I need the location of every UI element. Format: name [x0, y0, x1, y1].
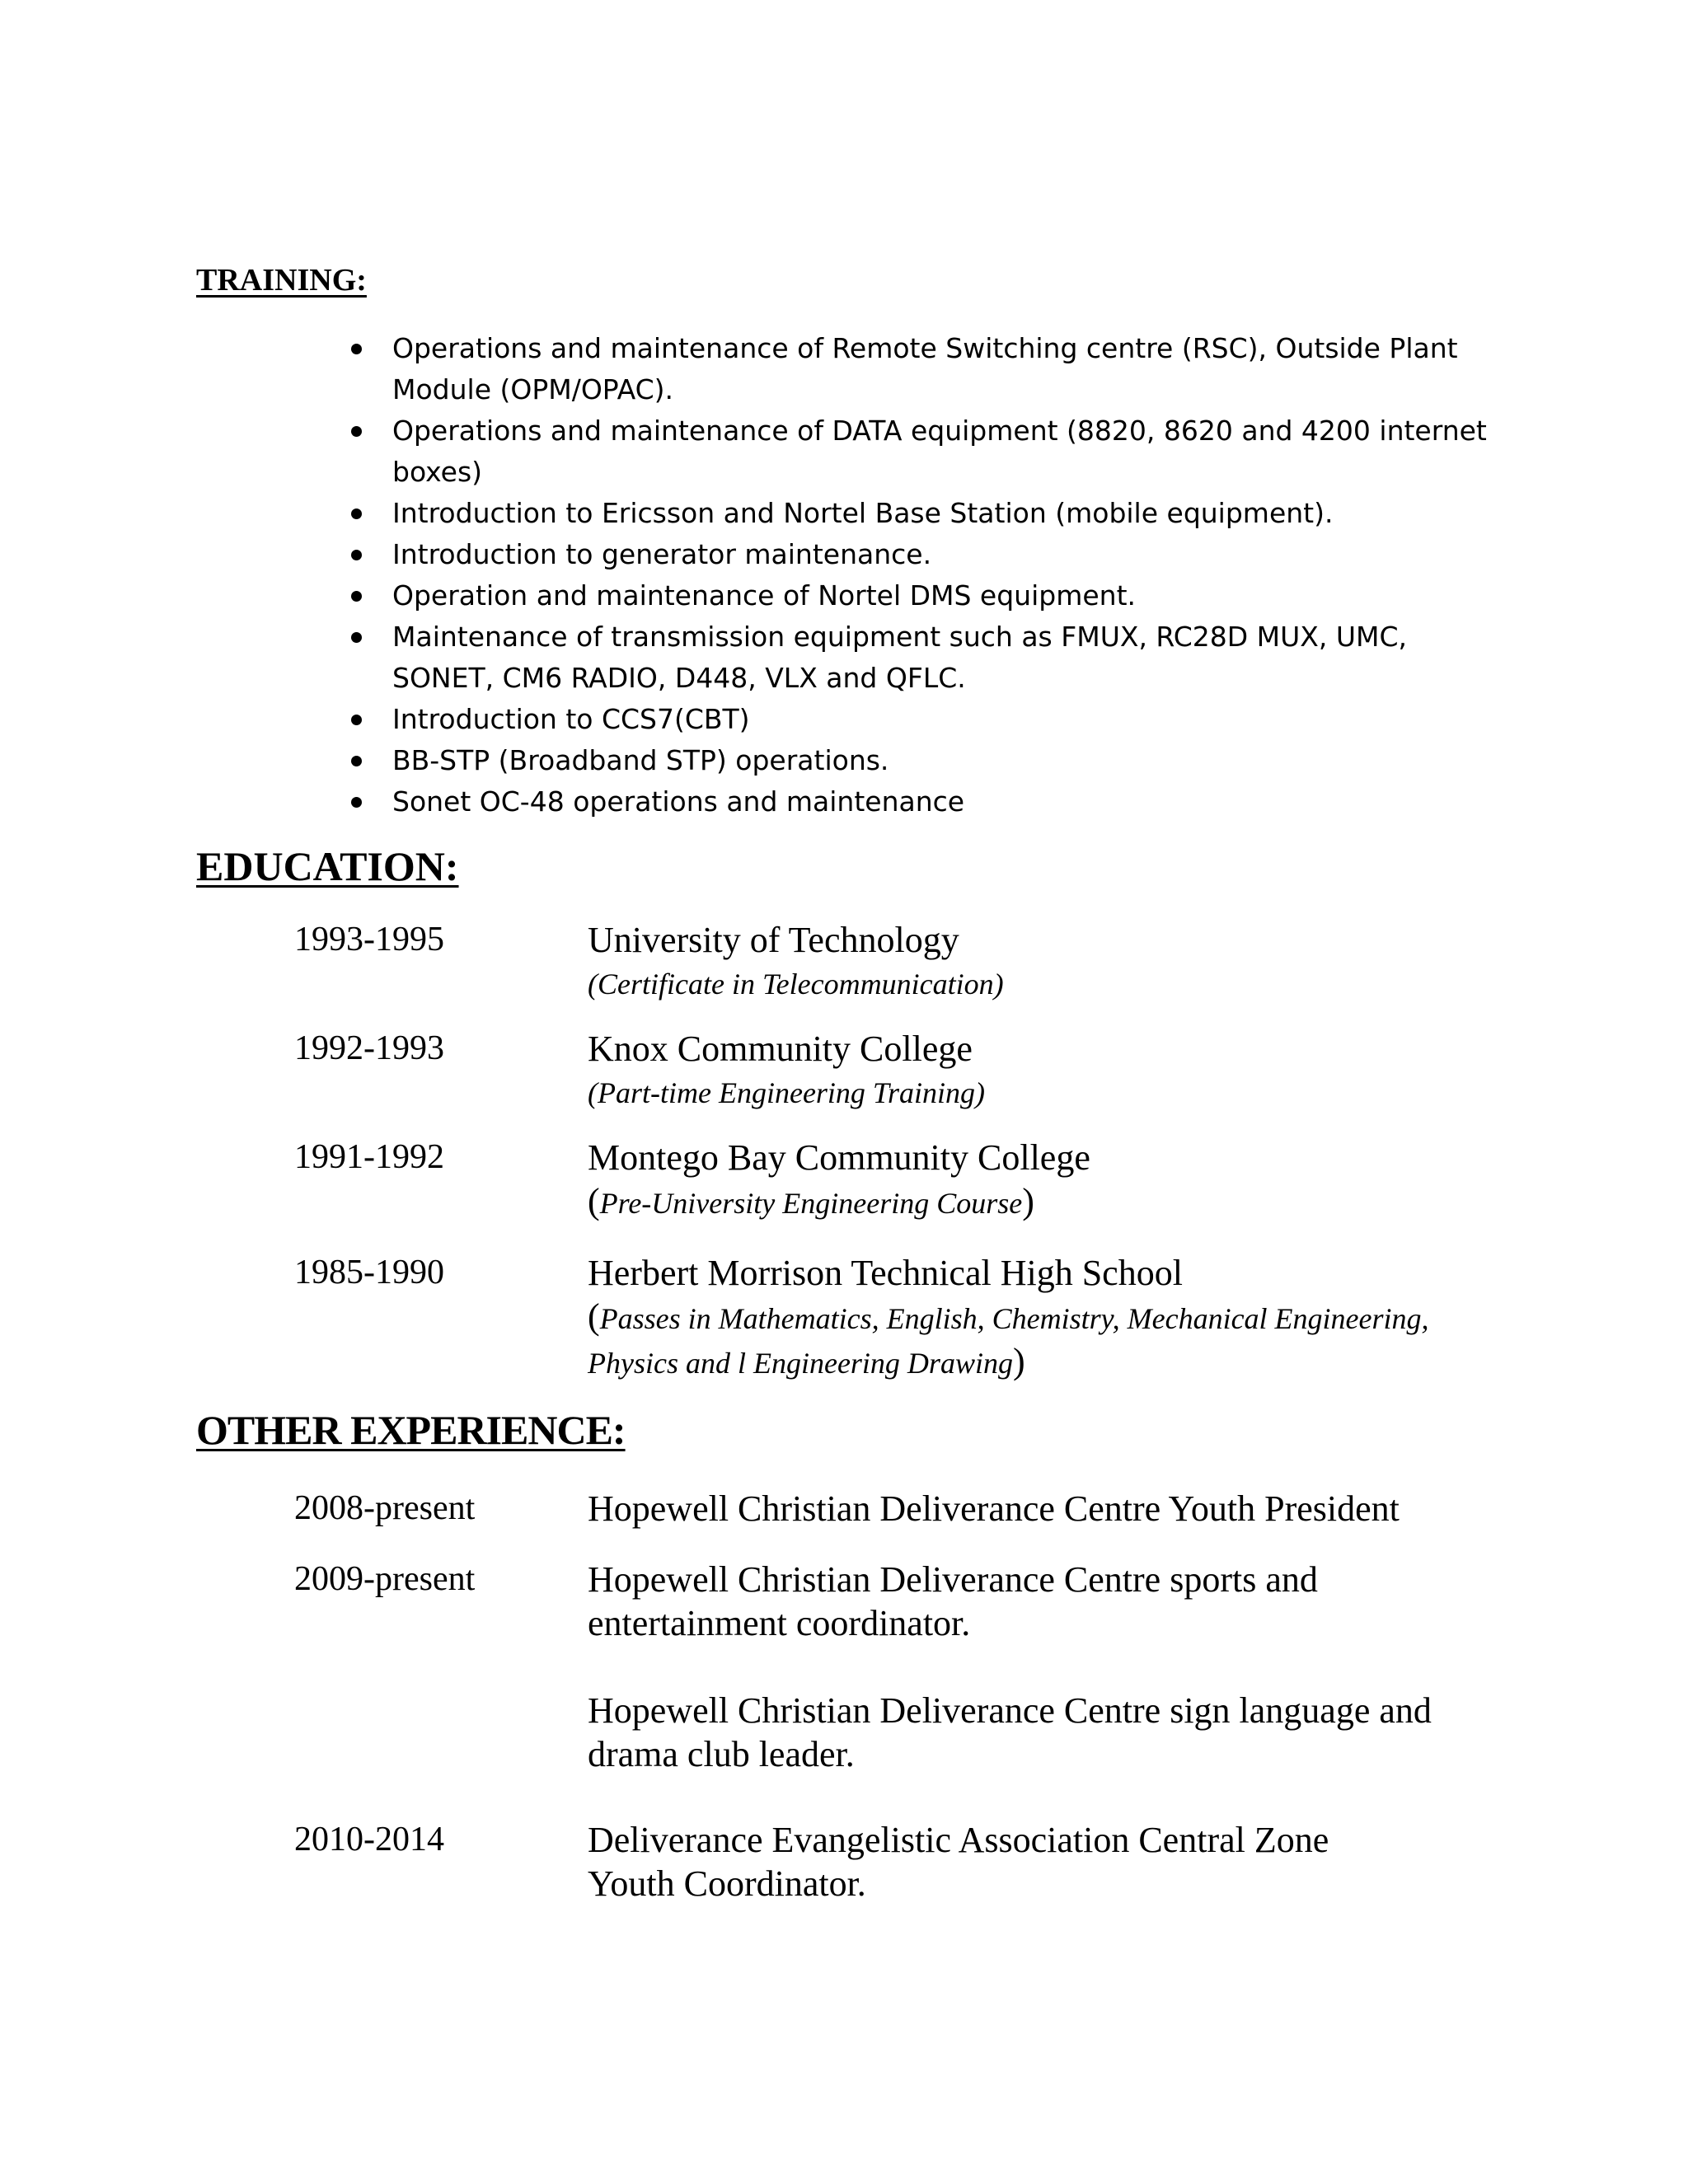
education-institution: University of Technology	[588, 920, 959, 960]
training-item	[392, 328, 1489, 410]
education-note: (Pre-University Engineering Course)	[588, 1181, 1034, 1221]
education-heading: EDUCATION:	[196, 843, 459, 889]
bullet-icon	[351, 426, 362, 437]
education-note: (Certificate in Telecommunication)	[588, 968, 1004, 1001]
training-item-text: Introduction to generator maintenance.	[392, 538, 932, 570]
training-item	[392, 781, 1489, 823]
education-years: 1993-1995	[294, 921, 444, 958]
education-body	[588, 918, 1511, 1005]
education-body	[588, 1136, 1511, 1225]
experience-role: Hopewell Christian Deliverance Centre Youth President	[588, 1488, 1400, 1529]
bullet-icon	[351, 509, 362, 519]
training-item-text: Operation and maintenance of Nortel DMS equipment.	[392, 579, 1137, 612]
training-item	[392, 740, 1489, 781]
training-item	[392, 616, 1489, 699]
education-note: (Part-time Engineering Training)	[588, 1076, 985, 1109]
experience-role: Hopewell Christian Deliverance Centre sports and entertainment coordinator.	[588, 1559, 1318, 1643]
training-item-text: Introduction to Ericsson and Nortel Base Station (mobile equipment).	[392, 497, 1334, 529]
education-note: (Passes in Mathematics, English, Chemistry, Mechanical Engineering, Physics and l Engineering Drawing)	[588, 1296, 1429, 1381]
experience-years: 2010-2014	[294, 1821, 444, 1858]
experience-role: Hopewell Christian Deliverance Centre sign language and drama club leader.	[588, 1690, 1432, 1774]
education-body	[588, 1251, 1511, 1385]
training-item-text: Introduction to CCS7(CBT)	[392, 703, 750, 735]
training-item-text: Sonet OC-48 operations and maintenance	[392, 785, 965, 818]
education-note-text: Passes in Mathematics, English, Chemistry, Mechanical Engineering, Physics and l Engineering Drawing	[588, 1302, 1429, 1380]
experience-years: 2009-present	[294, 1560, 476, 1598]
training-item-text: Operations and maintenance of Remote Switching centre (RSC), Outside Plant Module (OPM/OPAC).	[392, 332, 1458, 405]
training-item-text: BB-STP (Broadband STP) operations.	[392, 744, 889, 776]
bullet-icon	[351, 797, 362, 808]
bullet-icon	[351, 715, 362, 725]
education-note-text: Part-time Engineering Training	[598, 1076, 975, 1109]
education-note-text: Pre-University Engineering Course	[599, 1187, 1023, 1220]
education-institution: Montego Bay Community College	[588, 1137, 1090, 1178]
training-item-text: Operations and maintenance of DATA equipment (8820, 8620 and 4200 internet boxes)	[392, 415, 1487, 488]
experience-role: Deliverance Evangelistic Association Central Zone Youth Coordinator.	[588, 1820, 1329, 1904]
education-institution: Knox Community College	[588, 1029, 973, 1069]
experience-years: 2008-present	[294, 1489, 476, 1527]
training-item	[392, 410, 1489, 493]
experience-body	[588, 1818, 1412, 1905]
education-years: 1992-1993	[294, 1029, 444, 1067]
training-list	[392, 328, 1489, 823]
education-years: 1991-1992	[294, 1138, 444, 1176]
education-institution: Herbert Morrison Technical High School	[588, 1253, 1183, 1293]
experience-body	[588, 1487, 1511, 1530]
bullet-icon	[351, 550, 362, 560]
bullet-icon	[351, 344, 362, 354]
bullet-icon	[351, 632, 362, 643]
training-item	[392, 699, 1489, 740]
training-item	[392, 575, 1489, 616]
training-heading: TRAINING:	[196, 263, 367, 298]
bullet-icon	[351, 756, 362, 766]
bullet-icon	[351, 591, 362, 602]
training-item-text: Maintenance of transmission equipment such as FMUX, RC28D MUX, UMC, SONET, CM6 RADIO, D448, VLX and QFLC.	[392, 621, 1408, 694]
other-experience-heading: OTHER EXPERIENCE:	[196, 1407, 626, 1453]
education-note-text: Certificate in Telecommunication	[598, 968, 994, 1001]
education-body	[588, 1027, 1511, 1114]
training-item	[392, 493, 1489, 534]
experience-body	[588, 1558, 1461, 1776]
training-item	[392, 534, 1489, 575]
education-years: 1985-1990	[294, 1254, 444, 1291]
